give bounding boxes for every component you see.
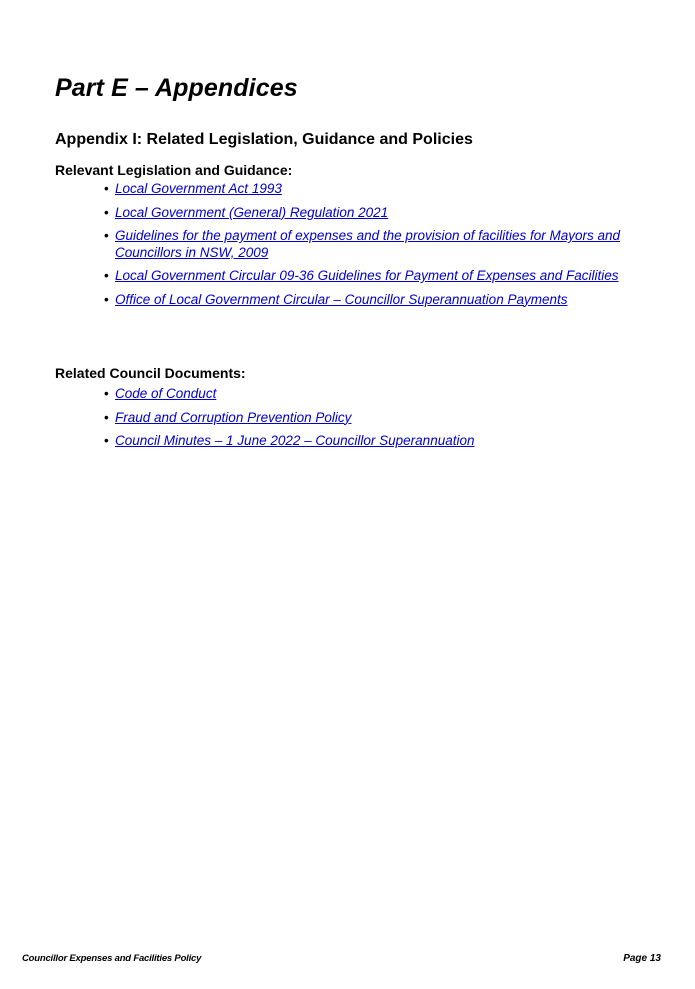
link-fraud-corruption-policy[interactable]: Fraud and Corruption Prevention Policy [115, 409, 352, 425]
list-item [104, 433, 644, 450]
link-olg-superannuation-circular[interactable]: Office of Local Government Circular – Councillor Superannuation Payments [115, 291, 568, 307]
bullet-icon: • [104, 409, 109, 425]
bullet-icon: • [104, 291, 109, 307]
bullet-icon: • [104, 433, 109, 448]
link-general-regulation[interactable]: Local Government (General) Regulation 2021 [115, 204, 389, 220]
link-guidelines-payment[interactable]: Guidelines for the payment of expenses and the provision of facilities for Mayors and Councillors in NSW, 2009 [115, 228, 621, 260]
legislation-list [104, 181, 644, 315]
appendix-title: Appendix I: Related Legislation, Guidance and Policies [55, 131, 473, 148]
bullet-icon: • [104, 268, 109, 283]
council-documents-list [104, 386, 644, 457]
bullet-icon: • [104, 386, 109, 401]
list-item [104, 181, 644, 198]
council-documents-heading: Related Council Documents: [55, 365, 246, 381]
list-item [104, 386, 644, 403]
list-item [104, 205, 644, 222]
list-item [104, 292, 644, 309]
legislation-heading: Relevant Legislation and Guidance: [55, 162, 293, 178]
list-item [104, 410, 644, 427]
link-code-of-conduct[interactable]: Code of Conduct [115, 386, 217, 401]
bullet-icon: • [104, 228, 109, 243]
page-number: Page 13 [623, 953, 661, 964]
list-item [104, 268, 644, 285]
part-title: Part E – Appendices [55, 74, 298, 102]
list-item [104, 228, 644, 261]
link-council-minutes[interactable]: Council Minutes – 1 June 2022 – Councillor Superannuation [115, 433, 475, 448]
bullet-icon: • [104, 204, 109, 220]
footer-title: Councillor Expenses and Facilities Policy [22, 953, 202, 964]
bullet-icon: • [104, 181, 109, 196]
link-circular-09-36[interactable]: Local Government Circular 09-36 Guidelines for Payment of Expenses and Facilities [115, 268, 619, 283]
link-local-government-act[interactable]: Local Government Act 1993 [115, 181, 282, 196]
